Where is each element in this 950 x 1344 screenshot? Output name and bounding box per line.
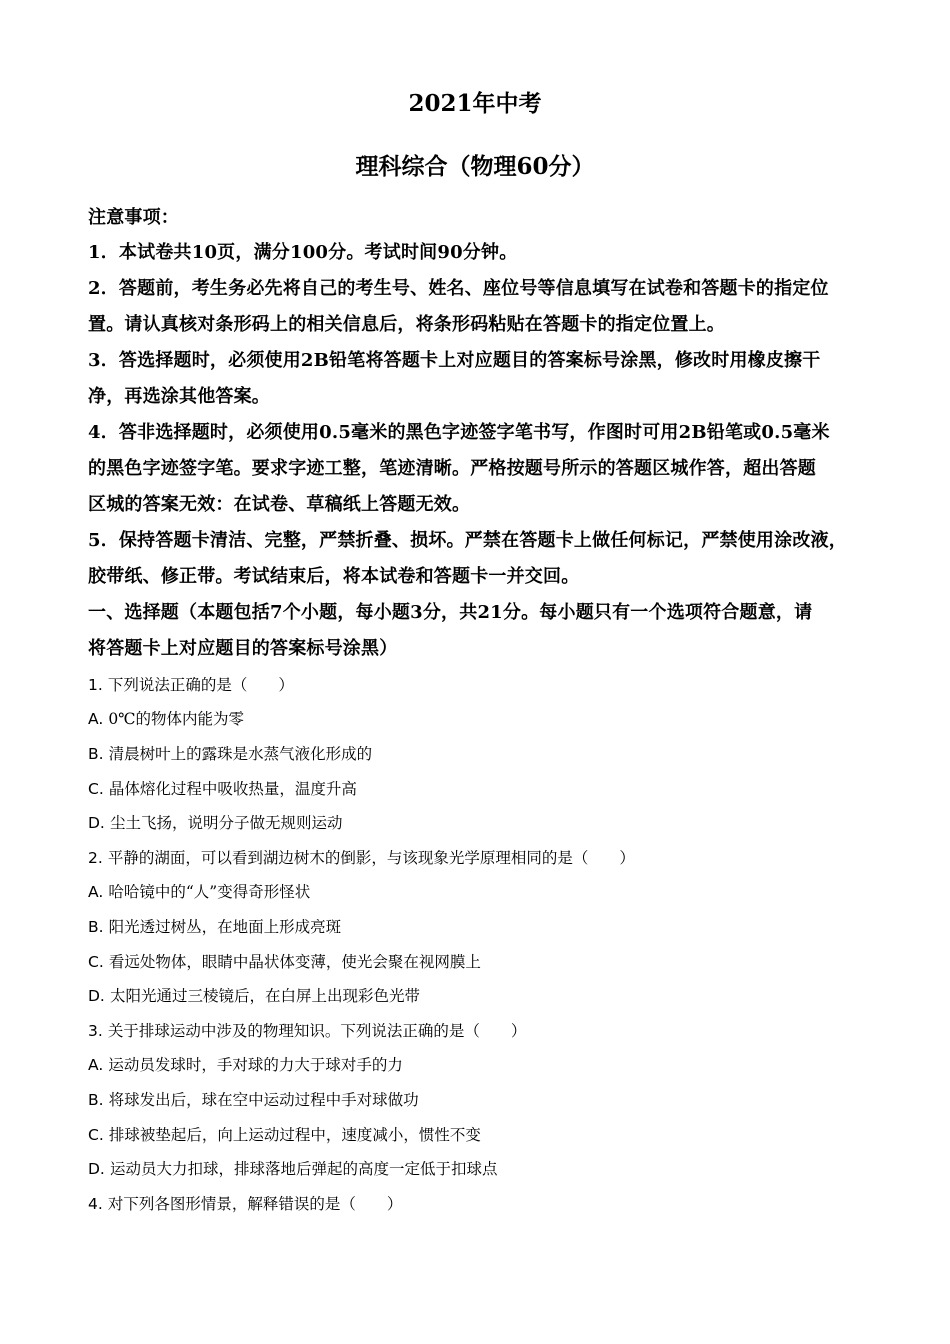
notice-line: 胶带纸、修正带。考试结束后，将本试卷和答题卡一并交回。 [88,566,580,587]
option-c [88,777,357,801]
option-key: B. [88,1091,104,1109]
option-text: 哈哈镜中的“人”变得奇形怪状 [108,883,311,901]
option-c [88,1123,481,1147]
option-a [88,707,244,731]
notice-line: 区城的答案无效：在试卷、草稿纸上答题无效。 [88,494,471,515]
option-text: 清晨树叶上的露珠是水蒸气液化形成的 [108,745,373,763]
option-b [88,742,372,766]
option-text: 阳光透过树丛，在地面上形成亮斑 [108,918,342,936]
option-key: D. [88,1160,105,1178]
option-text: 太阳光通过三棱镜后，在白屏上出现彩色光带 [109,987,420,1005]
notice-line: 的黑色字迹签字笔。要求字迹工整，笔迹清晰。严格按题号所示的答题区城作答，超出答题 [88,458,816,479]
option-a [88,880,310,904]
option-a [88,1053,403,1077]
option-text: 晶体熔化过程中吸收热量，温度升高 [108,780,357,798]
option-key: D. [88,987,105,1005]
section-heading-line: 一、选择题（本题包括7个小题，每小题3分，共21分。每小题只有一个选项符合题意，请 [88,602,813,623]
option-key: C. [88,780,104,798]
notice-line: 2．答题前，考生务必先将自己的考生号、姓名、座位号等信息填写在试卷和答题卡的指定位 [88,278,829,299]
section-heading-line: 将答题卡上对应题目的答案标号涂黑） [88,638,398,659]
question-text: 关于排球运动中涉及的物理知识。下列说法正确的是（ ） [107,1022,527,1040]
question-stem [88,1192,402,1216]
option-b [88,1088,419,1112]
option-b [88,915,341,939]
question-number: 2. [88,849,103,867]
option-text: 尘土飞扬，说明分子做无规则运动 [109,814,343,832]
option-text: 将球发出后，球在空中运动过程中手对球做功 [108,1091,419,1109]
option-key: B. [88,918,104,936]
option-d [88,1157,497,1181]
question-stem [88,673,294,697]
notice-heading: 注意事项： [88,207,179,228]
option-key: C. [88,1126,104,1144]
notice-line: 净，再选涂其他答案。 [88,386,270,407]
option-c [88,950,481,974]
question-number: 1. [88,676,103,694]
option-d [88,811,342,835]
option-key: D. [88,814,105,832]
notice-line: 5．保持答题卡清洁、完整，严禁折叠、损坏。严禁在答题卡上做任何标记，严禁使用涂改液， [88,530,847,551]
option-d [88,984,420,1008]
option-key: A. [88,710,104,728]
question-text: 平静的湖面，可以看到湖边树木的倒影，与该现象光学原理相同的是（ ） [107,849,635,867]
notice-line: 1．本试卷共10页，满分100分。考试时间90分钟。 [88,242,518,263]
option-key: B. [88,745,104,763]
question-stem [88,1019,526,1043]
option-text: 看远处物体，眼睛中晶状体变薄，使光会聚在视网膜上 [108,953,481,971]
notice-line: 置。请认真核对条形码上的相关信息后，将条形码粘贴在答题卡的指定位置上。 [88,314,725,335]
option-key: A. [88,883,104,901]
option-text: 运动员发球时，手对球的力大于球对手的力 [108,1056,403,1074]
notice-line: 4．答非选择题时，必须使用0.5毫米的黑色字迹签字笔书写，作图时可用2B铅笔或0.5毫米 [88,422,830,443]
page-subtitle: 理科综合（物理60分） [355,153,595,180]
option-text: 0℃的物体内能为零 [108,710,245,728]
question-text: 对下列各图形情景，解释错误的是（ ） [107,1195,403,1213]
page-title: 2021年中考 [408,90,542,117]
notice-line: 3．答选择题时，必须使用2B铅笔将答题卡上对应题目的答案标号涂黑，修改时用橡皮擦干 [88,350,821,371]
option-text: 排球被垫起后，向上运动过程中，速度减小，惯性不变 [108,1126,481,1144]
option-key: C. [88,953,104,971]
question-number: 4. [88,1195,103,1213]
option-text: 运动员大力扣球，排球落地后弹起的高度一定低于扣球点 [109,1160,498,1178]
question-text: 下列说法正确的是（ ） [107,676,294,694]
option-key: A. [88,1056,104,1074]
question-stem [88,846,635,870]
question-number: 3. [88,1022,103,1040]
